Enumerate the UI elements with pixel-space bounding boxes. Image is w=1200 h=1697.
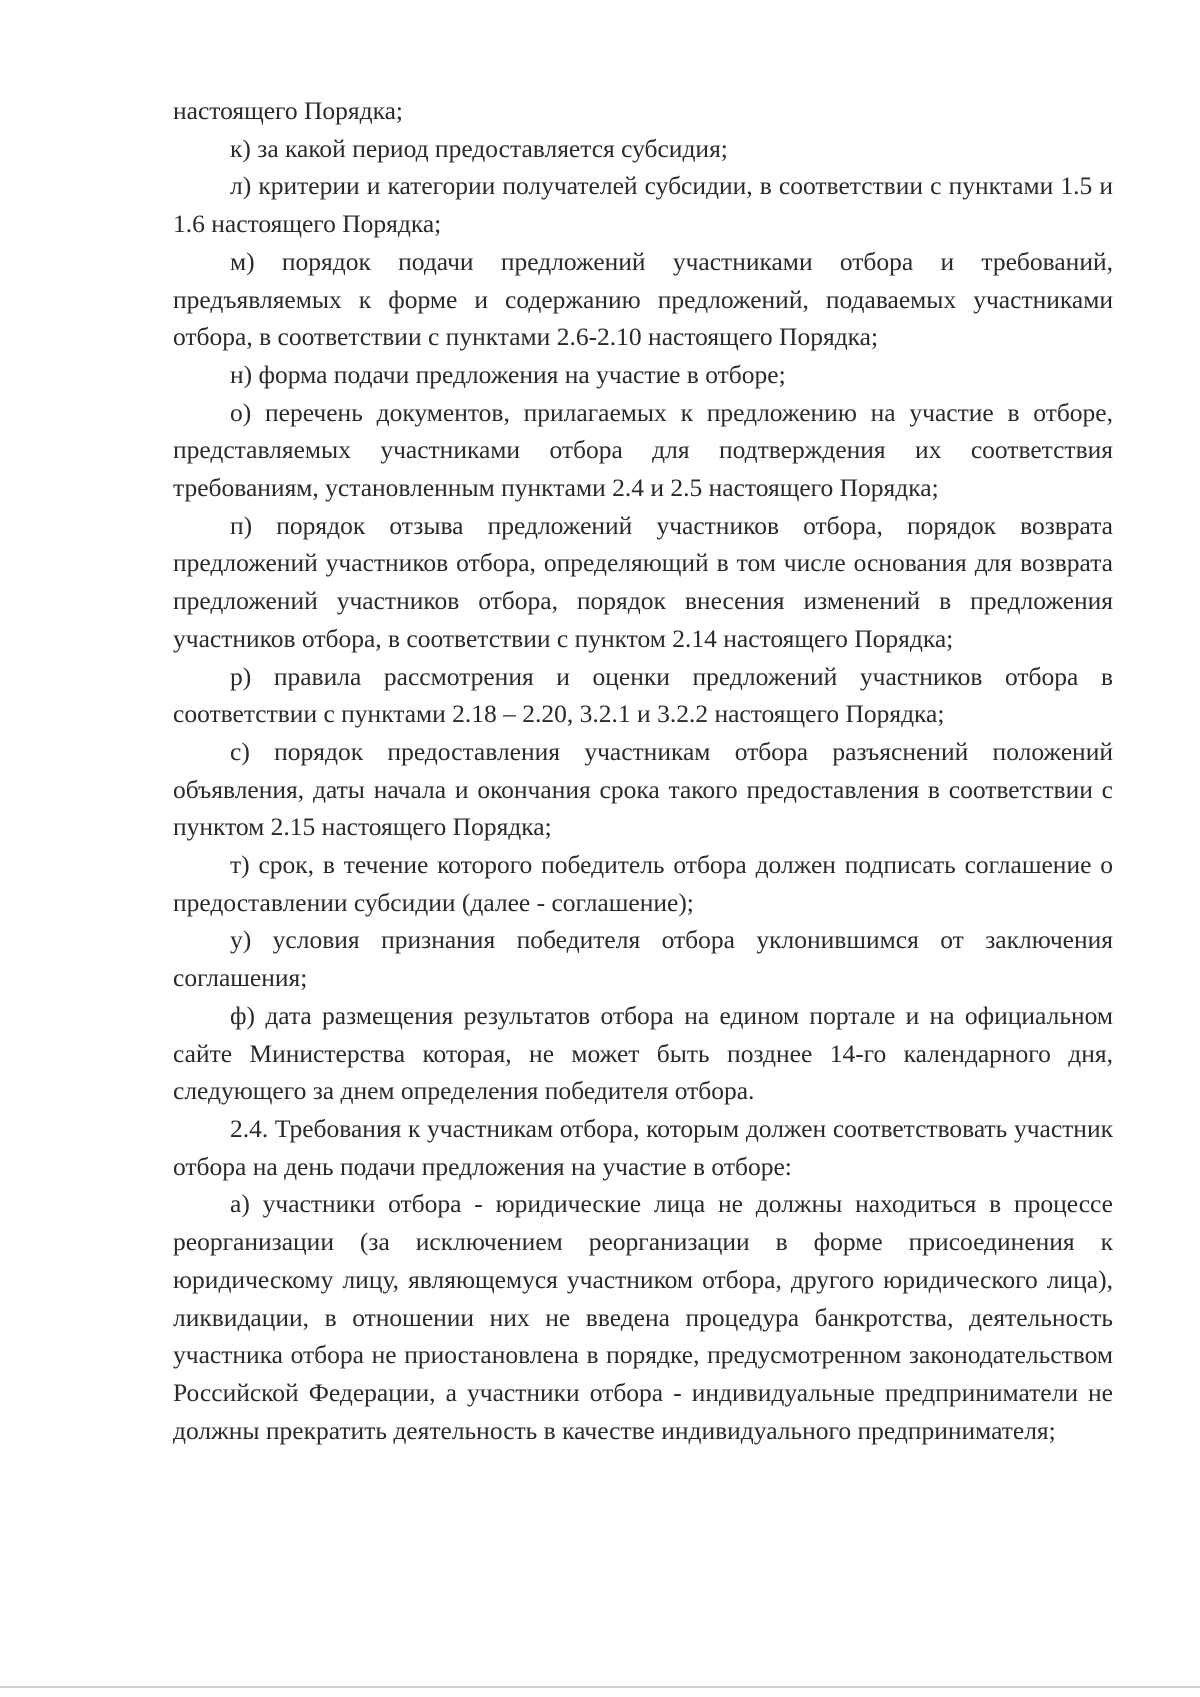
paragraph-section-2-4: 2.4. Требования к участникам отбора, которым должен соответствовать участник отбора на день подачи предложения на участие в отборе: bbox=[173, 1113, 1113, 1181]
paragraph-item-m: м) порядок подачи предложений участниками отбора и требований, предъявляемых к форме и содержанию предложений, подаваемых участниками отбора, в соответствии с пунктами 2.6-2.10 настоящего Порядка; bbox=[173, 246, 1113, 352]
paragraph-item-r: р) правила рассмотрения и оценки предложений участников отбора в соответствии с пунктами 2.18 – 2.20, 3.2.1 и 3.2.2 настоящего Порядка; bbox=[173, 661, 1113, 729]
paragraph-item-a: а) участники отбора - юридические лица не должны находиться в процессе реорганизации (за исключением реорганизации в форме присоединения к юридическому лицу, являющемуся участником отбора, другого юридического лица), ликвидации, в отношении них не введена процедура банкротства, деятельность участника отбора не приостановлена в порядке, предусмотренном законодательством Российской Федерации, а участники отбора - индивидуальные предприниматели не должны прекратить деятельность в качестве индивидуального предпринимателя; bbox=[173, 1189, 1113, 1445]
document-body bbox=[173, 92, 1113, 1449]
paragraph-item-p: п) порядок отзыва предложений участников отбора, порядок возврата предложений участников отбора, определяющий в том числе основания для возврата предложений участников отбора, порядок внесения изменений в предложения участников отбора, в соответствии с пунктом 2.14 настоящего Порядка; bbox=[173, 510, 1113, 653]
paragraph-item-l: л) критерии и категории получателей субсидии, в соответствии с пунктами 1.5 и 1.6 настоящего Порядка; bbox=[173, 171, 1113, 239]
paragraph-item-t: т) срок, в течение которого победитель отбора должен подписать соглашение о предоставлении субсидии (далее - соглашение); bbox=[173, 850, 1113, 917]
paragraph-item-n: н) форма подачи предложения на участие в отборе; bbox=[230, 359, 786, 389]
page-edge-line bbox=[0, 1686, 1200, 1688]
paragraph-item-u: у) условия признания победителя отбора уклонившимся от заключения соглашения; bbox=[173, 925, 1113, 993]
paragraph-1: настоящего Порядка; bbox=[173, 96, 404, 125]
paragraph-item-s: с) порядок предоставления участникам отбора разъяснений положений объявления, даты начала и окончания срока такого предоставления в соответствии с пунктом 2.15 настоящего Порядка; bbox=[173, 736, 1113, 842]
paragraph-item-f: ф) дата размещения результатов отбора на едином портале и на официальном сайте Министерства которая, не может быть позднее 14-го календарного дня, следующего за днем определения победителя отбора. bbox=[173, 1000, 1113, 1106]
paragraph-item-k: к) за какой период предоставляется субсидия; bbox=[230, 133, 728, 163]
paragraph-item-o: о) перечень документов, прилагаемых к предложению на участие в отборе, представляемых участниками отбора для подтверждения их соответствия требованиям, установленным пунктами 2.4 и 2.5 настоящего Порядка; bbox=[173, 397, 1113, 503]
